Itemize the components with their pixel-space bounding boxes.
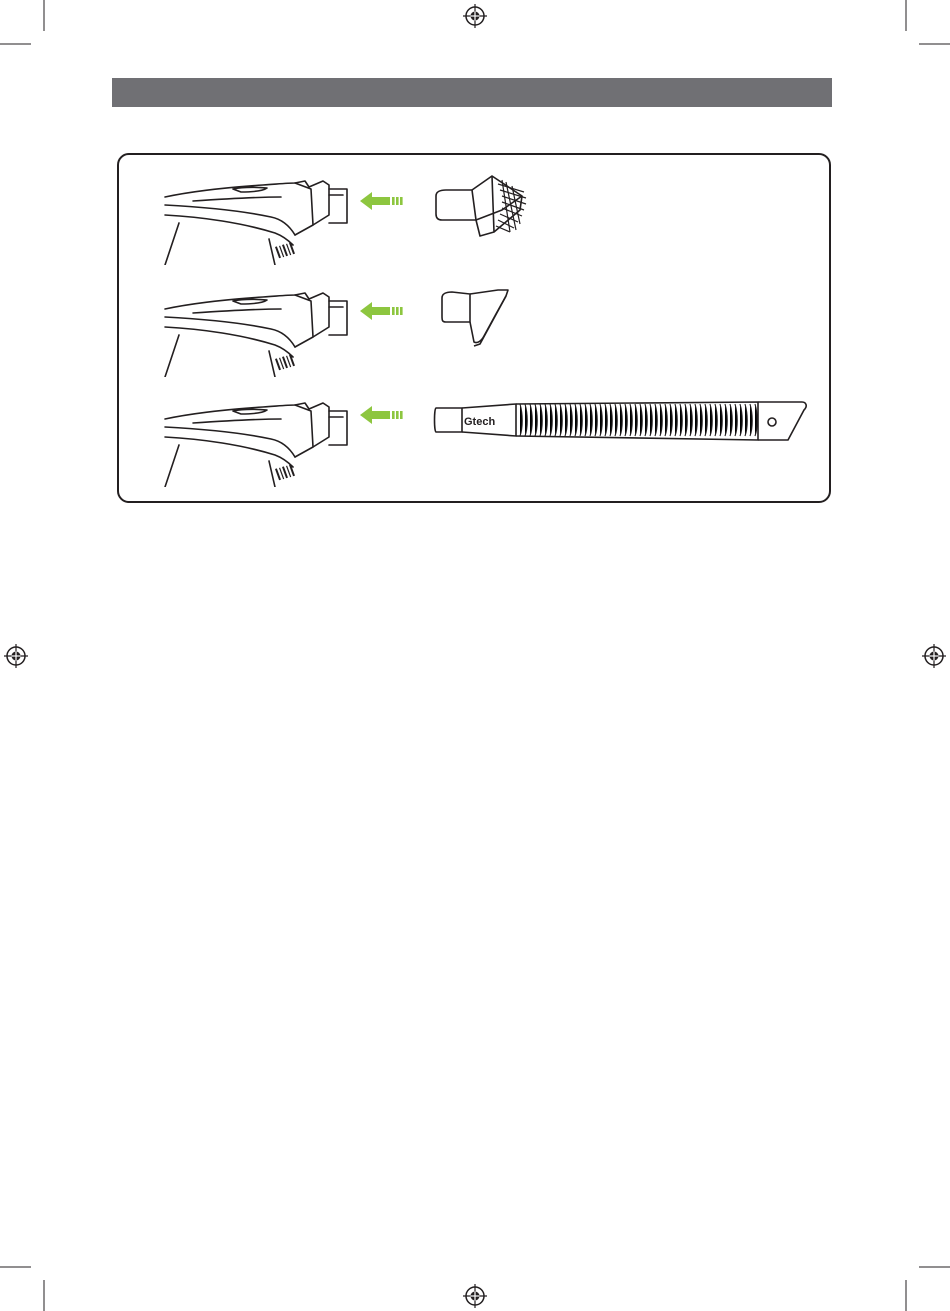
- hose-rib: [655, 404, 657, 436]
- hose-rib: [590, 404, 592, 436]
- hose-rib: [710, 404, 712, 436]
- hose-rib: [635, 404, 637, 436]
- hose-rib: [675, 404, 677, 436]
- section-header-bar: [112, 78, 832, 107]
- attachment-row-brush: [0, 170, 950, 280]
- registration-mark-icon: [462, 1283, 488, 1309]
- hose-rib: [740, 404, 742, 436]
- hose-rib: [750, 404, 752, 436]
- hose-rib: [695, 404, 697, 436]
- hose-rib: [560, 404, 562, 436]
- hose-rib: [565, 404, 567, 436]
- hose-rib: [685, 404, 687, 436]
- hose-rib: [605, 404, 607, 436]
- hose-rib: [735, 404, 737, 436]
- svg-text:Gtech: Gtech: [464, 416, 496, 428]
- vacuum-nozzle-icon: [163, 175, 353, 265]
- hose-rib: [580, 404, 582, 436]
- hose-rib: [755, 404, 757, 436]
- registration-mark-icon: [3, 643, 29, 669]
- brand-logo-wordmark: [464, 414, 524, 428]
- insert-arrow-icon: [360, 302, 404, 320]
- hose-rib: [610, 404, 612, 436]
- vacuum-nozzle-icon: [163, 397, 353, 487]
- hose-rib: [535, 404, 537, 436]
- insert-arrow-icon: [360, 406, 404, 424]
- hose-rib: [700, 404, 702, 436]
- hose-rib: [725, 404, 727, 436]
- hose-rib: [720, 404, 722, 436]
- hose-rib: [625, 404, 627, 436]
- attachment-row-upholstery: [0, 282, 950, 392]
- hose-rib: [645, 404, 647, 436]
- hose-rib: [665, 404, 667, 436]
- hose-rib: [595, 404, 597, 436]
- hose-rib: [640, 404, 642, 436]
- hose-rib: [630, 404, 632, 436]
- hose-rib: [660, 404, 662, 436]
- insert-arrow-icon: [360, 192, 404, 210]
- hose-rib: [670, 404, 672, 436]
- hose-rib: [615, 404, 617, 436]
- hose-rib: [680, 404, 682, 436]
- vacuum-nozzle-icon: [163, 287, 353, 377]
- registration-mark-icon: [921, 643, 947, 669]
- hose-rib: [600, 404, 602, 436]
- hose-rib: [545, 404, 547, 436]
- hose-rib: [715, 404, 717, 436]
- hose-rib: [540, 404, 542, 436]
- hose-rib: [585, 404, 587, 436]
- hose-rib: [570, 404, 572, 436]
- hose-rib: [650, 404, 652, 436]
- hose-rib: [730, 404, 732, 436]
- hose-rib: [530, 404, 532, 436]
- dusting-brush-icon: [432, 170, 532, 250]
- hose-rib: [555, 404, 557, 436]
- hose-rib: [690, 404, 692, 436]
- hose-rib: [550, 404, 552, 436]
- brand-logo: [464, 414, 524, 428]
- hose-rib: [525, 404, 527, 436]
- hose-rib: [575, 404, 577, 436]
- upholstery-nozzle-icon: [436, 286, 526, 366]
- hose-rib: [745, 404, 747, 436]
- attachment-row-crevice: [0, 392, 950, 502]
- hose-rib: [705, 404, 707, 436]
- hose-rib: [620, 404, 622, 436]
- registration-mark-icon: [462, 3, 488, 29]
